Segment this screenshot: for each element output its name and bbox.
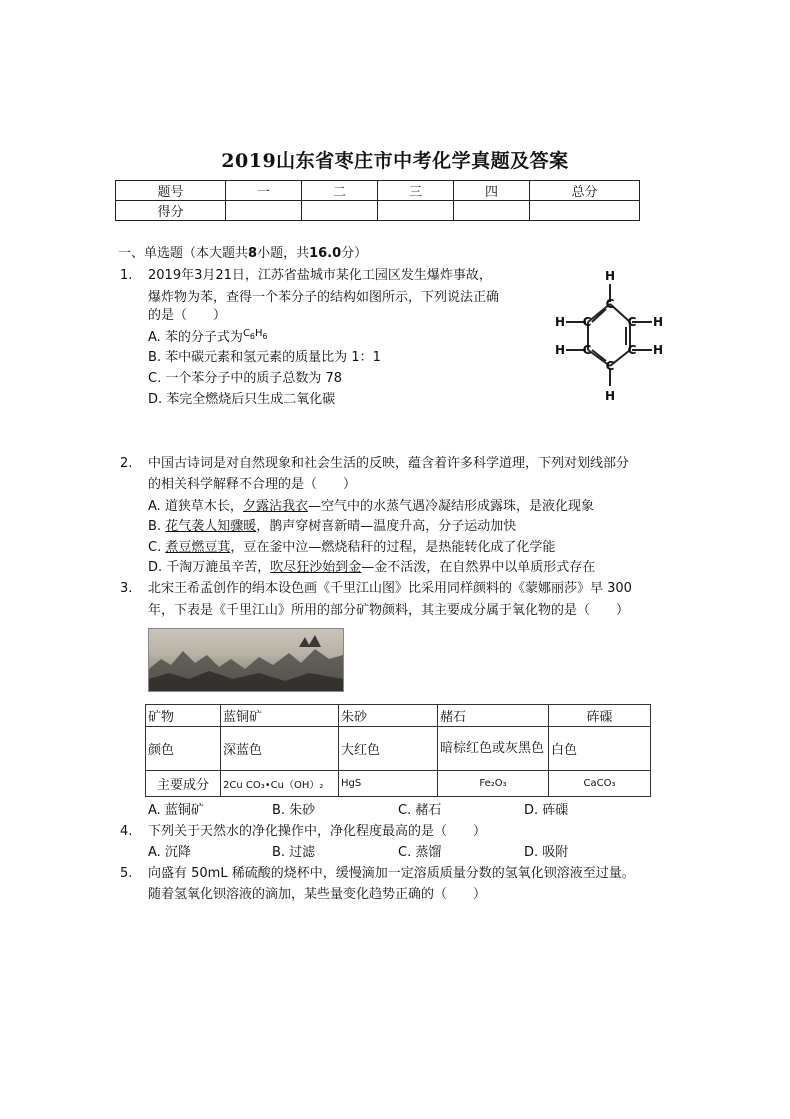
score-cell: 二 <box>302 181 378 201</box>
question-text: 年，下表是《千里江山》所用的部分矿物颜料，其主要成分属于氧化物的是（ ） <box>148 603 630 618</box>
score-cell: 三 <box>378 181 454 201</box>
table-cell: 赭石 <box>438 705 549 727</box>
question-text: 向盛有 50mL 稀硫酸的烧杯中，缓慢滴加一定溶质质量分数的氢氧化钡溶液至过量。 <box>148 866 635 881</box>
hydrogen-atom: H <box>652 315 664 329</box>
mineral-composition-row <box>146 771 651 797</box>
mineral-header-row <box>146 705 651 727</box>
option-b[interactable]: B. 花气袭人知骤暖，鹊声穿树喜新晴—温度升高，分子运动加快 <box>148 519 517 534</box>
question-text: 中国古诗词是对自然现象和社会生活的反映，蕴含着许多科学道理，下列对划线部分 <box>148 456 630 471</box>
score-input-cell[interactable] <box>226 201 302 221</box>
option-d[interactable]: D. 千淘万漉虽辛苦，吹尽狂沙始到金—金不活泼，在自然界中以单质形式存在 <box>148 560 596 575</box>
hydrogen-atom: H <box>604 269 616 283</box>
option-b[interactable]: B. 苯中碳元素和氢元素的质量比为 1：1 <box>148 350 381 365</box>
table-cell: 白色 <box>549 727 651 771</box>
option-d[interactable]: D. 苯完全燃烧后只生成二氧化碳 <box>148 392 336 407</box>
option-c[interactable]: C. 一个苯分子中的质子总数为 78 <box>148 371 343 386</box>
table-cell: 主要成分 <box>146 771 221 797</box>
carbon-atom: C <box>627 343 637 357</box>
question-text: 北宋王希孟创作的绢本设色画《千里江山图》比采用同样颜料的《蒙娜丽莎》早 300 <box>148 581 632 596</box>
table-cell: CaCO₃ <box>549 771 651 797</box>
score-cell: 题号 <box>116 181 226 201</box>
benzene-structure-diagram <box>540 264 680 410</box>
hydrogen-atom: H <box>604 389 616 403</box>
option-d[interactable]: D. 吸附 <box>524 845 569 860</box>
question-text: 爆炸物为苯，查得一个苯分子的结构如图所示，下列说法正确 <box>148 290 500 305</box>
table-cell: 朱砂 <box>339 705 438 727</box>
hydrogen-atom: H <box>652 343 664 357</box>
carbon-atom: C <box>605 359 615 373</box>
table-cell: 颜色 <box>146 727 221 771</box>
score-cell: 四 <box>454 181 530 201</box>
table-cell: 2Cu CO₃•Cu（OH）₂ <box>221 771 339 797</box>
question-text: 下列关于天然水的净化操作中，净化程度最高的是（ ） <box>148 824 487 839</box>
option-a[interactable]: A. 道狭草木长，夕露沾我衣—空气中的水蒸气遇冷凝结形成露珠，是液化现象 <box>148 499 594 514</box>
table-cell: Fe₂O₃ <box>438 771 549 797</box>
option-d[interactable]: D. 砗磲 <box>524 803 569 818</box>
carbon-atom: C <box>582 315 592 329</box>
page-title: 2019山东省枣庄市中考化学真题及答案 <box>221 150 569 172</box>
mineral-table <box>145 704 651 797</box>
score-cell: 得分 <box>116 201 226 221</box>
hydrogen-atom: H <box>554 343 566 357</box>
landscape-painting-image <box>148 628 344 692</box>
option-a[interactable]: A. 沉降 <box>148 845 191 860</box>
option-a[interactable]: A. 苯的分子式为$^{C_6H_6}$ <box>148 328 268 345</box>
question-number: 2. <box>120 456 133 471</box>
option-c[interactable]: C. 蒸馏 <box>398 845 442 860</box>
option-c[interactable]: C. 煮豆燃豆萁，豆在釜中泣—燃烧秸秆的过程，是热能转化成了化学能 <box>148 540 556 555</box>
option-b[interactable]: B. 过滤 <box>272 845 316 860</box>
mineral-color-row <box>146 727 651 771</box>
hydrogen-atom: H <box>554 315 566 329</box>
score-input-cell[interactable] <box>302 201 378 221</box>
table-cell: 暗棕红色或灰黑色 <box>438 727 549 771</box>
question-text: 2019年3月21日，江苏省盐城市某化工园区发生爆炸事故， <box>148 268 492 283</box>
table-cell: 蓝铜矿 <box>221 705 339 727</box>
carbon-atom: C <box>582 343 592 357</box>
score-input-cell[interactable] <box>378 201 454 221</box>
question-text: 的相关科学解释不合理的是（ ） <box>148 477 357 492</box>
table-cell: 深蓝色 <box>221 727 339 771</box>
option-b[interactable]: B. 朱砂 <box>272 803 316 818</box>
score-table <box>115 180 640 221</box>
section-heading: 一、单选题（本大题共8小题，共16.0分） <box>118 246 368 261</box>
option-a[interactable]: A. 蓝铜矿 <box>148 803 204 818</box>
score-input-cell[interactable] <box>530 201 640 221</box>
table-cell: HgS <box>339 771 438 797</box>
question-text: 随着氢氧化钡溶液的滴加，某些量变化趋势正确的（ ） <box>148 887 487 902</box>
score-input-cell[interactable] <box>454 201 530 221</box>
score-cell: 总分 <box>530 181 640 201</box>
table-cell: 矿物 <box>146 705 221 727</box>
score-cell: 一 <box>226 181 302 201</box>
question-number: 5. <box>120 866 133 881</box>
score-table-score-row <box>116 201 640 221</box>
table-cell: 大红色 <box>339 727 438 771</box>
carbon-atom: C <box>605 297 615 311</box>
question-number: 1. <box>120 268 133 283</box>
carbon-atom: C <box>627 315 637 329</box>
option-c[interactable]: C. 赭石 <box>398 803 442 818</box>
score-table-header-row <box>116 181 640 201</box>
question-number: 4. <box>120 824 133 839</box>
question-number: 3. <box>120 581 133 596</box>
question-text: 的是（ ） <box>148 308 227 323</box>
table-cell: 砗磲 <box>549 705 651 727</box>
